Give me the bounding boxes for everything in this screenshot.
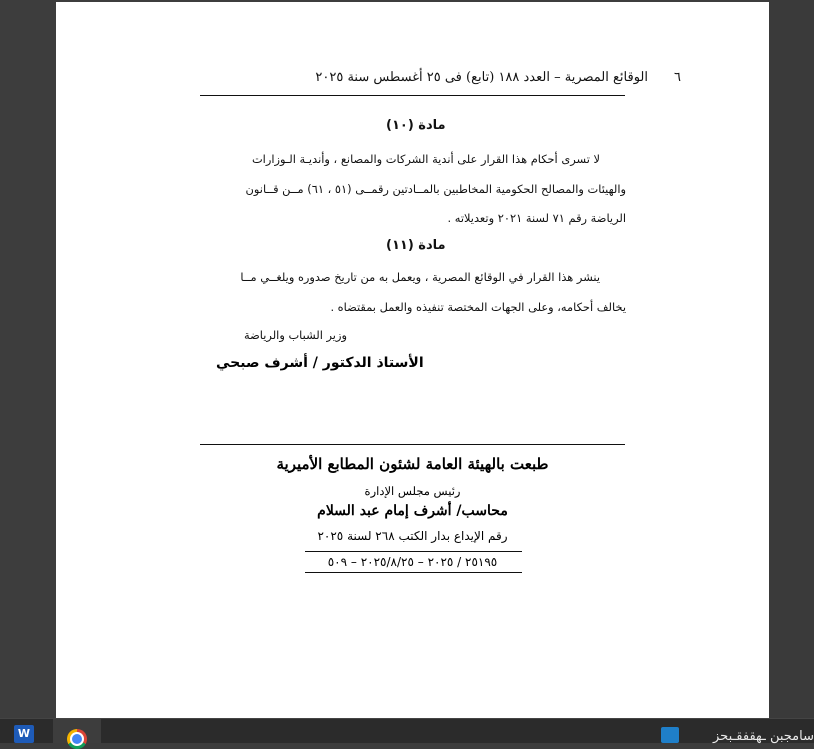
chrome-icon[interactable] (67, 729, 87, 749)
article-10-line: والهيئات والمصالح الحكومية المخاطبين بالمــادتين رقمــى (٥١ ، ٦١) مــن قــانون (245, 181, 626, 196)
printed-by: طبعت بالهيئة العامة لشئون المطابع الأميرية (276, 455, 549, 473)
article-10-line: الرياضة رقم ٧١ لسنة ٢٠٢١ وتعديلاته . (447, 211, 626, 225)
article-11-line: ينشر هذا القرار في الوقائع المصرية ، ويعمل به من تاريخ صدوره ويلغــي مــا (240, 270, 600, 284)
deposit-number: رقم الإيداع بدار الكتب ٢٦٨ لسنة ٢٠٢٥ (317, 529, 508, 543)
article-10-line: لا تسرى أحكام هذا القرار على أندية الشركات والمصانع ، وأنديـة الـوزارات (251, 152, 600, 166)
footer-rule (200, 444, 625, 445)
running-title: الوقائع المصرية – العدد ١٨٨ (تابع) فى ٢٥ أغسطس سنة ٢٠٢٥ (315, 70, 649, 85)
serial-rule (305, 572, 522, 573)
chairman-title: رئيس مجلس الإدارة (364, 484, 461, 498)
serial-number: ٢٥١٩٥ / ٢٠٢٥ – ٢٠٢٥/٨/٢٥ – ٥٠٩ (327, 555, 498, 569)
deposit-rule (305, 551, 522, 552)
article-10-title: مادة (١٠) (386, 118, 446, 133)
article-11-line: يخالف أحكامه، وعلى الجهات المختصة تنفيذه والعمل بمقتضاه . (330, 299, 626, 314)
word-icon[interactable]: W (14, 725, 34, 743)
running-head (256, 70, 681, 85)
header-rule (200, 95, 625, 96)
article-10-body (200, 145, 626, 234)
minister-name: الأستاذ الدكتور / أشرف صبحي (216, 355, 424, 371)
article-11-title: مادة (١١) (386, 238, 446, 253)
minister-title: وزير الشباب والرياضة (244, 328, 347, 342)
contacts-icon[interactable] (661, 727, 679, 743)
taskbar-window-label[interactable]: سامجبن ـهقفقـبحز (713, 729, 814, 744)
taskbar (0, 718, 814, 743)
page-number: ٦ (674, 70, 681, 85)
chairman-name: محاسب/ أشرف إمام عبد السلام (317, 503, 508, 519)
viewer-side-strip (769, 0, 814, 718)
article-11-body (200, 263, 626, 322)
